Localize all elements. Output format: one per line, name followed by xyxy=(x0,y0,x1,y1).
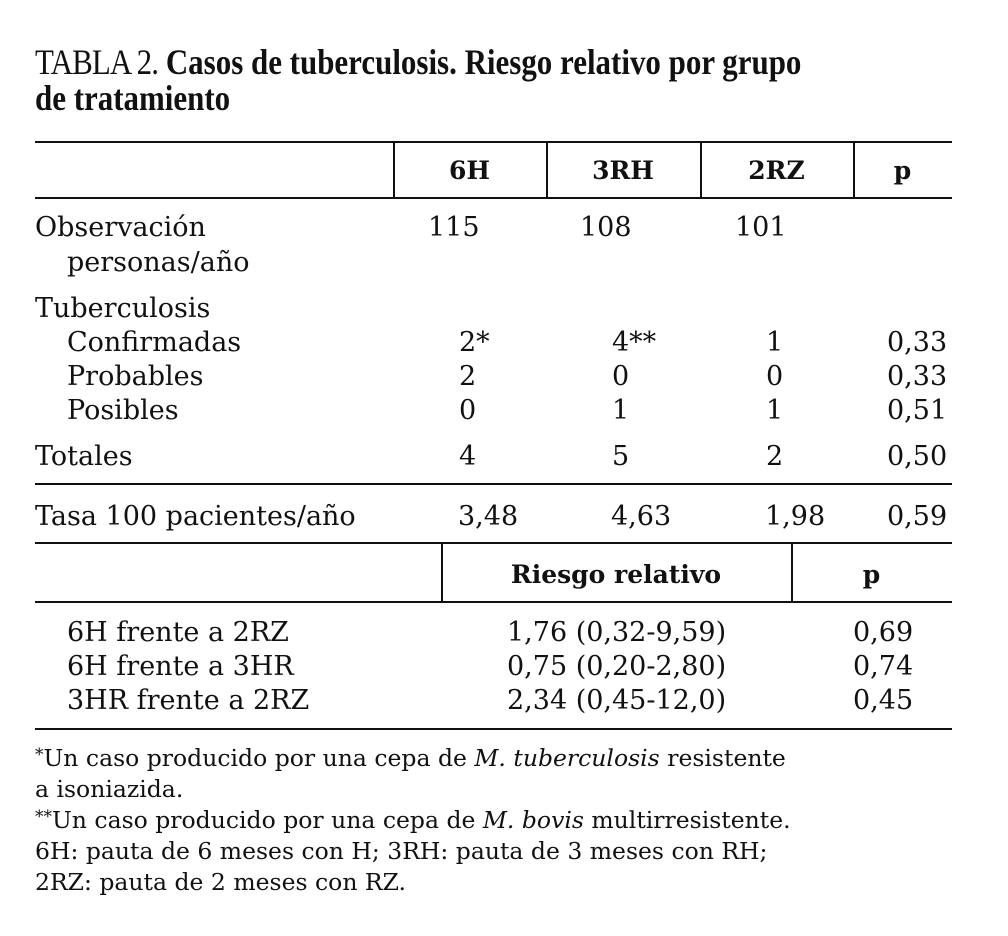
confirmadas-p: 0,33 xyxy=(887,327,948,358)
table2-top-rule xyxy=(35,542,952,544)
observacion-6h: 115 xyxy=(428,212,480,243)
tasa-6h: 3,48 xyxy=(458,501,519,532)
row-label-tuberculosis: Tuberculosis xyxy=(35,293,211,324)
observacion-3rh: 108 xyxy=(580,212,632,243)
rr-label-3hr-2rz: 3HR frente a 2RZ xyxy=(67,685,310,716)
rr-label-6h-3hr: 6H frente a 3HR xyxy=(67,651,294,682)
confirmadas-6h: 2* xyxy=(459,327,490,358)
footnote-3: 6H: pauta de 6 meses con H; 3RH: pauta de 3 meses con RH; xyxy=(35,837,768,865)
header-p-riesgo: p xyxy=(862,560,881,589)
posibles-p: 0,51 xyxy=(887,395,948,426)
probables-2rz: 0 xyxy=(766,361,784,392)
table1-tasa-rule xyxy=(35,483,952,485)
row-label-tasa: Tasa 100 pacientes/año xyxy=(35,501,356,532)
header-6h: 6H xyxy=(448,156,490,185)
header-p: p xyxy=(893,156,912,185)
footnote-2: **Un caso producido por una cepa de M. bovis multirresistente. xyxy=(35,806,791,834)
posibles-3rh: 1 xyxy=(612,395,630,426)
confirmadas-3rh: 4** xyxy=(612,327,657,358)
table-title-line1: Casos de tuberculosis. Riesgo relativo por grupo xyxy=(165,42,802,82)
rr-label-6h-2rz: 6H frente a 2RZ xyxy=(67,617,289,648)
totales-2rz: 2 xyxy=(766,441,784,472)
rr-value-3hr-2rz: 2,34 (0,45-12,0) xyxy=(507,685,727,716)
table-title xyxy=(35,42,824,118)
header-riesgo-relativo: Riesgo relativo xyxy=(510,560,722,589)
row-label-observacion: Observación xyxy=(35,212,206,243)
posibles-2rz: 1 xyxy=(766,395,784,426)
footnote-1-line2: a isoniazida. xyxy=(35,775,184,803)
rr-value-6h-3hr: 0,75 (0,20-2,80) xyxy=(507,651,727,682)
rr-value-6h-2rz: 1,76 (0,32-9,59) xyxy=(507,617,727,648)
table1-header-rule xyxy=(35,197,952,199)
probables-3rh: 0 xyxy=(612,361,630,392)
probables-p: 0,33 xyxy=(887,361,948,392)
totales-p: 0,50 xyxy=(887,441,948,472)
table-label: TABLA 2. xyxy=(35,42,159,82)
tasa-p: 0,59 xyxy=(887,501,948,532)
footnote-4: 2RZ: pauta de 2 meses con RZ. xyxy=(35,868,406,896)
table1-top-rule xyxy=(35,141,952,143)
probables-6h: 2 xyxy=(459,361,477,392)
observacion-2rz: 101 xyxy=(735,212,787,243)
totales-3rh: 5 xyxy=(612,441,630,472)
table-title-line2: de tratamiento xyxy=(35,78,231,118)
rr-p-6h-2rz: 0,69 xyxy=(853,617,914,648)
table2-header-rule xyxy=(35,601,952,603)
posibles-6h: 0 xyxy=(459,395,477,426)
table2-bottom-rule xyxy=(35,728,952,730)
totales-6h: 4 xyxy=(459,441,477,472)
row-label-posibles: Posibles xyxy=(67,395,179,426)
row-label-confirmadas: Confirmadas xyxy=(67,327,242,358)
row-label-probables: Probables xyxy=(67,361,204,392)
table-page xyxy=(35,0,952,936)
header-3rh: 3RH xyxy=(592,156,654,185)
tasa-2rz: 1,98 xyxy=(765,501,826,532)
rr-p-6h-3hr: 0,74 xyxy=(853,651,914,682)
confirmadas-2rz: 1 xyxy=(766,327,784,358)
rr-p-3hr-2rz: 0,45 xyxy=(853,685,914,716)
tasa-3rh: 4,63 xyxy=(611,501,672,532)
row-sublabel-personas: personas/año xyxy=(67,247,250,278)
header-2rz: 2RZ xyxy=(748,156,805,185)
footnote-1: *Un caso producido por una cepa de M. tuberculosis resistente xyxy=(35,744,786,772)
row-label-totales: Totales xyxy=(35,441,133,472)
